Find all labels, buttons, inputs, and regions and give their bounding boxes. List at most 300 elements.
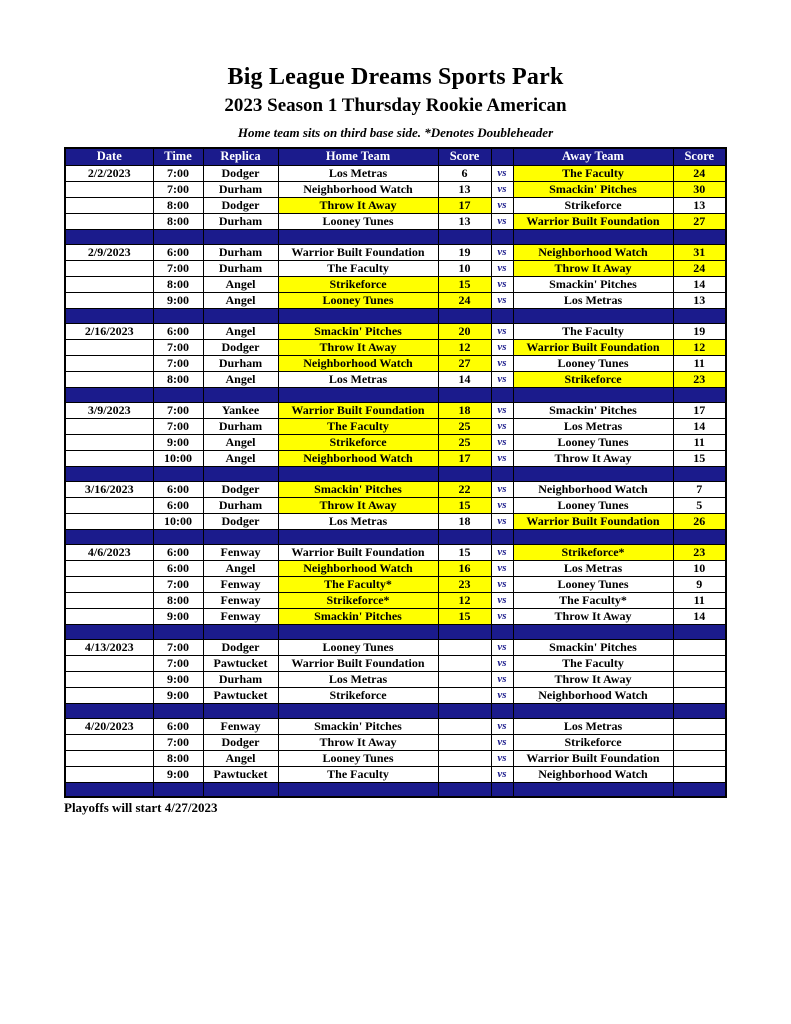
vs-cell: vs xyxy=(491,671,513,687)
away-team-cell: Neighborhood Watch xyxy=(513,687,673,703)
home-score-cell: 18 xyxy=(438,402,491,418)
away-score-cell: 13 xyxy=(673,197,726,213)
separator-cell xyxy=(278,624,438,639)
vs-cell: vs xyxy=(491,371,513,387)
time-cell: 8:00 xyxy=(153,276,203,292)
separator-cell xyxy=(153,466,203,481)
separator-cell xyxy=(513,529,673,544)
vs-cell: vs xyxy=(491,592,513,608)
replica-cell: Durham xyxy=(203,497,278,513)
separator-cell xyxy=(491,387,513,402)
home-score-cell xyxy=(438,718,491,734)
vs-cell: vs xyxy=(491,450,513,466)
table-header-row xyxy=(65,148,726,165)
away-team-cell: Los Metras xyxy=(513,418,673,434)
vs-cell: vs xyxy=(491,576,513,592)
game-row xyxy=(65,481,726,497)
home-team-cell: The Faculty* xyxy=(278,576,438,592)
away-team-cell: Smackin' Pitches xyxy=(513,639,673,655)
home-team-cell: The Faculty xyxy=(278,418,438,434)
game-row xyxy=(65,655,726,671)
home-score-cell: 13 xyxy=(438,213,491,229)
separator-cell xyxy=(491,624,513,639)
game-row xyxy=(65,497,726,513)
replica-cell: Pawtucket xyxy=(203,687,278,703)
home-team-cell: Warrior Built Foundation xyxy=(278,655,438,671)
away-team-cell: Looney Tunes xyxy=(513,434,673,450)
home-score-cell xyxy=(438,766,491,782)
separator-cell xyxy=(513,387,673,402)
home-score-cell: 14 xyxy=(438,371,491,387)
away-score-cell: 23 xyxy=(673,544,726,560)
separator-cell xyxy=(438,703,491,718)
separator-cell xyxy=(491,529,513,544)
separator-cell xyxy=(65,466,153,481)
replica-cell: Angel xyxy=(203,276,278,292)
home-team-cell: Looney Tunes xyxy=(278,292,438,308)
group-separator-row xyxy=(65,529,726,544)
group-separator-row xyxy=(65,466,726,481)
separator-cell xyxy=(153,308,203,323)
home-team-cell: Strikeforce xyxy=(278,687,438,703)
separator-cell xyxy=(438,229,491,244)
home-score-cell: 12 xyxy=(438,339,491,355)
home-team-cell: Strikeforce xyxy=(278,434,438,450)
separator-cell xyxy=(65,529,153,544)
home-score-cell: 15 xyxy=(438,497,491,513)
away-team-cell: Strikeforce* xyxy=(513,544,673,560)
col-header-home-score: Score xyxy=(438,148,491,165)
date-cell xyxy=(65,276,153,292)
vs-cell: vs xyxy=(491,718,513,734)
away-team-cell: Throw It Away xyxy=(513,608,673,624)
vs-cell: vs xyxy=(491,497,513,513)
separator-cell xyxy=(203,387,278,402)
game-row xyxy=(65,434,726,450)
away-team-cell: Warrior Built Foundation xyxy=(513,213,673,229)
vs-cell: vs xyxy=(491,339,513,355)
away-team-cell: Smackin' Pitches xyxy=(513,402,673,418)
replica-cell: Angel xyxy=(203,323,278,339)
separator-cell xyxy=(438,624,491,639)
time-cell: 9:00 xyxy=(153,434,203,450)
separator-cell xyxy=(491,703,513,718)
time-cell: 6:00 xyxy=(153,481,203,497)
home-team-cell: Throw It Away xyxy=(278,339,438,355)
away-team-cell: Los Metras xyxy=(513,718,673,734)
home-score-cell: 22 xyxy=(438,481,491,497)
group-separator-row xyxy=(65,624,726,639)
vs-cell: vs xyxy=(491,181,513,197)
separator-cell xyxy=(65,308,153,323)
replica-cell: Angel xyxy=(203,371,278,387)
game-row xyxy=(65,544,726,560)
vs-cell: vs xyxy=(491,418,513,434)
time-cell: 10:00 xyxy=(153,450,203,466)
date-cell: 4/13/2023 xyxy=(65,639,153,655)
separator-cell xyxy=(673,703,726,718)
away-team-cell: Throw It Away xyxy=(513,671,673,687)
time-cell: 6:00 xyxy=(153,323,203,339)
time-cell: 9:00 xyxy=(153,766,203,782)
vs-cell: vs xyxy=(491,260,513,276)
home-team-cell: Warrior Built Foundation xyxy=(278,402,438,418)
date-cell xyxy=(65,671,153,687)
away-score-cell: 17 xyxy=(673,402,726,418)
home-score-cell xyxy=(438,671,491,687)
home-score-cell: 19 xyxy=(438,244,491,260)
separator-cell xyxy=(65,229,153,244)
separator-cell xyxy=(203,624,278,639)
away-team-cell: Throw It Away xyxy=(513,260,673,276)
game-row xyxy=(65,181,726,197)
separator-cell xyxy=(513,703,673,718)
home-score-cell: 25 xyxy=(438,418,491,434)
home-team-cell: Neighborhood Watch xyxy=(278,560,438,576)
vs-cell: vs xyxy=(491,355,513,371)
away-score-cell: 27 xyxy=(673,213,726,229)
away-score-cell: 31 xyxy=(673,244,726,260)
vs-cell: vs xyxy=(491,734,513,750)
date-cell: 2/16/2023 xyxy=(65,323,153,339)
game-row xyxy=(65,355,726,371)
time-cell: 8:00 xyxy=(153,592,203,608)
home-score-cell: 6 xyxy=(438,165,491,181)
page-subtitle: 2023 Season 1 Thursday Rookie American xyxy=(224,95,567,116)
separator-cell xyxy=(65,624,153,639)
game-row xyxy=(65,165,726,181)
separator-cell xyxy=(278,229,438,244)
time-cell: 8:00 xyxy=(153,750,203,766)
separator-cell xyxy=(153,624,203,639)
date-cell: 2/2/2023 xyxy=(65,165,153,181)
date-cell xyxy=(65,576,153,592)
game-row xyxy=(65,402,726,418)
away-team-cell: Smackin' Pitches xyxy=(513,181,673,197)
away-score-cell xyxy=(673,639,726,655)
date-cell: 2/9/2023 xyxy=(65,244,153,260)
date-cell: 3/9/2023 xyxy=(65,402,153,418)
col-header-home-team: Home Team xyxy=(278,148,438,165)
game-row xyxy=(65,323,726,339)
game-row xyxy=(65,371,726,387)
replica-cell: Fenway xyxy=(203,592,278,608)
vs-cell: vs xyxy=(491,481,513,497)
separator-cell xyxy=(673,466,726,481)
home-team-cell: The Faculty xyxy=(278,260,438,276)
time-cell: 6:00 xyxy=(153,544,203,560)
separator-cell xyxy=(203,782,278,797)
away-team-cell: Throw It Away xyxy=(513,450,673,466)
separator-cell xyxy=(673,387,726,402)
away-score-cell: 15 xyxy=(673,450,726,466)
separator-cell xyxy=(278,782,438,797)
col-header-time: Time xyxy=(153,148,203,165)
home-score-cell: 18 xyxy=(438,513,491,529)
replica-cell: Durham xyxy=(203,260,278,276)
home-team-cell: Throw It Away xyxy=(278,197,438,213)
replica-cell: Durham xyxy=(203,181,278,197)
game-row xyxy=(65,592,726,608)
away-team-cell: Strikeforce xyxy=(513,197,673,213)
home-team-cell: Los Metras xyxy=(278,371,438,387)
away-score-cell: 12 xyxy=(673,339,726,355)
date-cell: 4/20/2023 xyxy=(65,718,153,734)
home-team-cell: Looney Tunes xyxy=(278,639,438,655)
away-team-cell: Neighborhood Watch xyxy=(513,766,673,782)
game-row xyxy=(65,560,726,576)
replica-cell: Yankee xyxy=(203,402,278,418)
away-score-cell: 9 xyxy=(673,576,726,592)
time-cell: 9:00 xyxy=(153,671,203,687)
separator-cell xyxy=(513,308,673,323)
separator-cell xyxy=(65,782,153,797)
game-row xyxy=(65,576,726,592)
separator-cell xyxy=(278,529,438,544)
away-team-cell: Looney Tunes xyxy=(513,355,673,371)
separator-cell xyxy=(491,466,513,481)
away-score-cell: 23 xyxy=(673,371,726,387)
replica-cell: Dodger xyxy=(203,165,278,181)
vs-cell: vs xyxy=(491,213,513,229)
date-cell xyxy=(65,450,153,466)
away-score-cell: 13 xyxy=(673,292,726,308)
time-cell: 6:00 xyxy=(153,718,203,734)
vs-cell: vs xyxy=(491,750,513,766)
vs-cell: vs xyxy=(491,197,513,213)
away-score-cell: 14 xyxy=(673,418,726,434)
away-team-cell: The Faculty xyxy=(513,655,673,671)
replica-cell: Durham xyxy=(203,671,278,687)
date-cell xyxy=(65,434,153,450)
time-cell: 6:00 xyxy=(153,244,203,260)
home-score-cell: 20 xyxy=(438,323,491,339)
away-team-cell: The Faculty xyxy=(513,323,673,339)
replica-cell: Dodger xyxy=(203,639,278,655)
vs-cell: vs xyxy=(491,434,513,450)
separator-cell xyxy=(278,466,438,481)
separator-cell xyxy=(673,308,726,323)
home-score-cell: 17 xyxy=(438,197,491,213)
away-score-cell xyxy=(673,734,726,750)
home-team-cell: Los Metras xyxy=(278,165,438,181)
away-score-cell xyxy=(673,671,726,687)
date-cell xyxy=(65,513,153,529)
vs-cell: vs xyxy=(491,687,513,703)
away-team-cell: The Faculty* xyxy=(513,592,673,608)
away-score-cell: 5 xyxy=(673,497,726,513)
away-team-cell: Smackin' Pitches xyxy=(513,276,673,292)
home-team-cell: Neighborhood Watch xyxy=(278,355,438,371)
vs-cell: vs xyxy=(491,608,513,624)
away-score-cell: 14 xyxy=(673,276,726,292)
group-separator-row xyxy=(65,387,726,402)
home-team-cell: Throw It Away xyxy=(278,497,438,513)
replica-cell: Angel xyxy=(203,750,278,766)
date-cell xyxy=(65,560,153,576)
home-team-cell: Smackin' Pitches xyxy=(278,481,438,497)
home-team-cell: Looney Tunes xyxy=(278,750,438,766)
col-header-replica: Replica xyxy=(203,148,278,165)
away-team-cell: Strikeforce xyxy=(513,734,673,750)
game-row xyxy=(65,276,726,292)
home-score-cell: 12 xyxy=(438,592,491,608)
replica-cell: Durham xyxy=(203,355,278,371)
date-cell xyxy=(65,655,153,671)
home-team-cell: Smackin' Pitches xyxy=(278,718,438,734)
away-score-cell xyxy=(673,750,726,766)
vs-cell: vs xyxy=(491,276,513,292)
time-cell: 6:00 xyxy=(153,497,203,513)
away-score-cell: 7 xyxy=(673,481,726,497)
away-team-cell: Warrior Built Foundation xyxy=(513,339,673,355)
schedule-table xyxy=(64,147,727,798)
separator-cell xyxy=(153,782,203,797)
date-cell xyxy=(65,181,153,197)
replica-cell: Dodger xyxy=(203,339,278,355)
replica-cell: Angel xyxy=(203,560,278,576)
vs-cell: vs xyxy=(491,323,513,339)
vs-cell: vs xyxy=(491,655,513,671)
page-title: Big League Dreams Sports Park xyxy=(227,64,564,90)
time-cell: 9:00 xyxy=(153,292,203,308)
vs-cell: vs xyxy=(491,560,513,576)
away-team-cell: Strikeforce xyxy=(513,371,673,387)
game-row xyxy=(65,244,726,260)
time-cell: 9:00 xyxy=(153,608,203,624)
home-score-cell xyxy=(438,687,491,703)
separator-cell xyxy=(438,466,491,481)
replica-cell: Durham xyxy=(203,244,278,260)
separator-cell xyxy=(153,229,203,244)
separator-cell xyxy=(673,782,726,797)
away-score-cell xyxy=(673,718,726,734)
date-cell xyxy=(65,608,153,624)
date-cell xyxy=(65,355,153,371)
date-cell xyxy=(65,497,153,513)
vs-cell: vs xyxy=(491,513,513,529)
home-team-cell: Los Metras xyxy=(278,513,438,529)
date-cell xyxy=(65,197,153,213)
separator-cell xyxy=(438,308,491,323)
col-header-date: Date xyxy=(65,148,153,165)
replica-cell: Pawtucket xyxy=(203,766,278,782)
date-cell xyxy=(65,734,153,750)
game-row xyxy=(65,260,726,276)
home-team-cell: Neighborhood Watch xyxy=(278,181,438,197)
home-score-cell: 15 xyxy=(438,544,491,560)
game-row xyxy=(65,339,726,355)
away-score-cell: 11 xyxy=(673,355,726,371)
playoffs-note: Playoffs will start 4/27/2023 xyxy=(64,800,218,815)
date-cell xyxy=(65,371,153,387)
date-cell xyxy=(65,750,153,766)
away-team-cell: Warrior Built Foundation xyxy=(513,513,673,529)
home-team-cell: Warrior Built Foundation xyxy=(278,244,438,260)
home-score-cell xyxy=(438,734,491,750)
replica-cell: Dodger xyxy=(203,734,278,750)
home-team-cell: Smackin' Pitches xyxy=(278,323,438,339)
vs-cell: vs xyxy=(491,165,513,181)
separator-cell xyxy=(278,308,438,323)
home-score-cell: 24 xyxy=(438,292,491,308)
game-row xyxy=(65,687,726,703)
time-cell: 7:00 xyxy=(153,655,203,671)
home-score-cell: 25 xyxy=(438,434,491,450)
away-score-cell xyxy=(673,687,726,703)
home-team-cell: Warrior Built Foundation xyxy=(278,544,438,560)
col-header-away-team: Away Team xyxy=(513,148,673,165)
away-score-cell: 10 xyxy=(673,560,726,576)
time-cell: 7:00 xyxy=(153,260,203,276)
date-cell xyxy=(65,592,153,608)
separator-cell xyxy=(513,624,673,639)
separator-cell xyxy=(438,529,491,544)
replica-cell: Dodger xyxy=(203,197,278,213)
time-cell: 7:00 xyxy=(153,181,203,197)
away-score-cell xyxy=(673,766,726,782)
game-row xyxy=(65,197,726,213)
away-score-cell: 24 xyxy=(673,260,726,276)
vs-cell: vs xyxy=(491,292,513,308)
vs-cell: vs xyxy=(491,244,513,260)
separator-cell xyxy=(513,229,673,244)
time-cell: 7:00 xyxy=(153,165,203,181)
group-separator-row xyxy=(65,229,726,244)
game-row xyxy=(65,671,726,687)
home-score-cell: 13 xyxy=(438,181,491,197)
replica-cell: Durham xyxy=(203,213,278,229)
home-team-cell: Los Metras xyxy=(278,671,438,687)
replica-cell: Fenway xyxy=(203,608,278,624)
separator-cell xyxy=(203,703,278,718)
separator-cell xyxy=(513,466,673,481)
home-score-cell: 17 xyxy=(438,450,491,466)
separator-cell xyxy=(65,387,153,402)
replica-cell: Dodger xyxy=(203,513,278,529)
replica-cell: Durham xyxy=(203,418,278,434)
group-separator-row xyxy=(65,782,726,797)
separator-cell xyxy=(491,782,513,797)
separator-cell xyxy=(673,624,726,639)
away-team-cell: The Faculty xyxy=(513,165,673,181)
home-score-cell xyxy=(438,639,491,655)
away-score-cell: 24 xyxy=(673,165,726,181)
separator-cell xyxy=(65,703,153,718)
home-score-cell: 27 xyxy=(438,355,491,371)
time-cell: 8:00 xyxy=(153,213,203,229)
separator-cell xyxy=(673,529,726,544)
vs-cell: vs xyxy=(491,544,513,560)
vs-cell: vs xyxy=(491,402,513,418)
away-team-cell: Looney Tunes xyxy=(513,576,673,592)
replica-cell: Fenway xyxy=(203,544,278,560)
away-score-cell: 30 xyxy=(673,181,726,197)
time-cell: 7:00 xyxy=(153,639,203,655)
time-cell: 7:00 xyxy=(153,734,203,750)
time-cell: 7:00 xyxy=(153,576,203,592)
date-cell xyxy=(65,418,153,434)
group-separator-row xyxy=(65,308,726,323)
game-row xyxy=(65,608,726,624)
separator-cell xyxy=(203,466,278,481)
game-row xyxy=(65,734,726,750)
separator-cell xyxy=(491,229,513,244)
time-cell: 8:00 xyxy=(153,197,203,213)
home-team-cell: Looney Tunes xyxy=(278,213,438,229)
date-cell xyxy=(65,766,153,782)
date-cell xyxy=(65,292,153,308)
